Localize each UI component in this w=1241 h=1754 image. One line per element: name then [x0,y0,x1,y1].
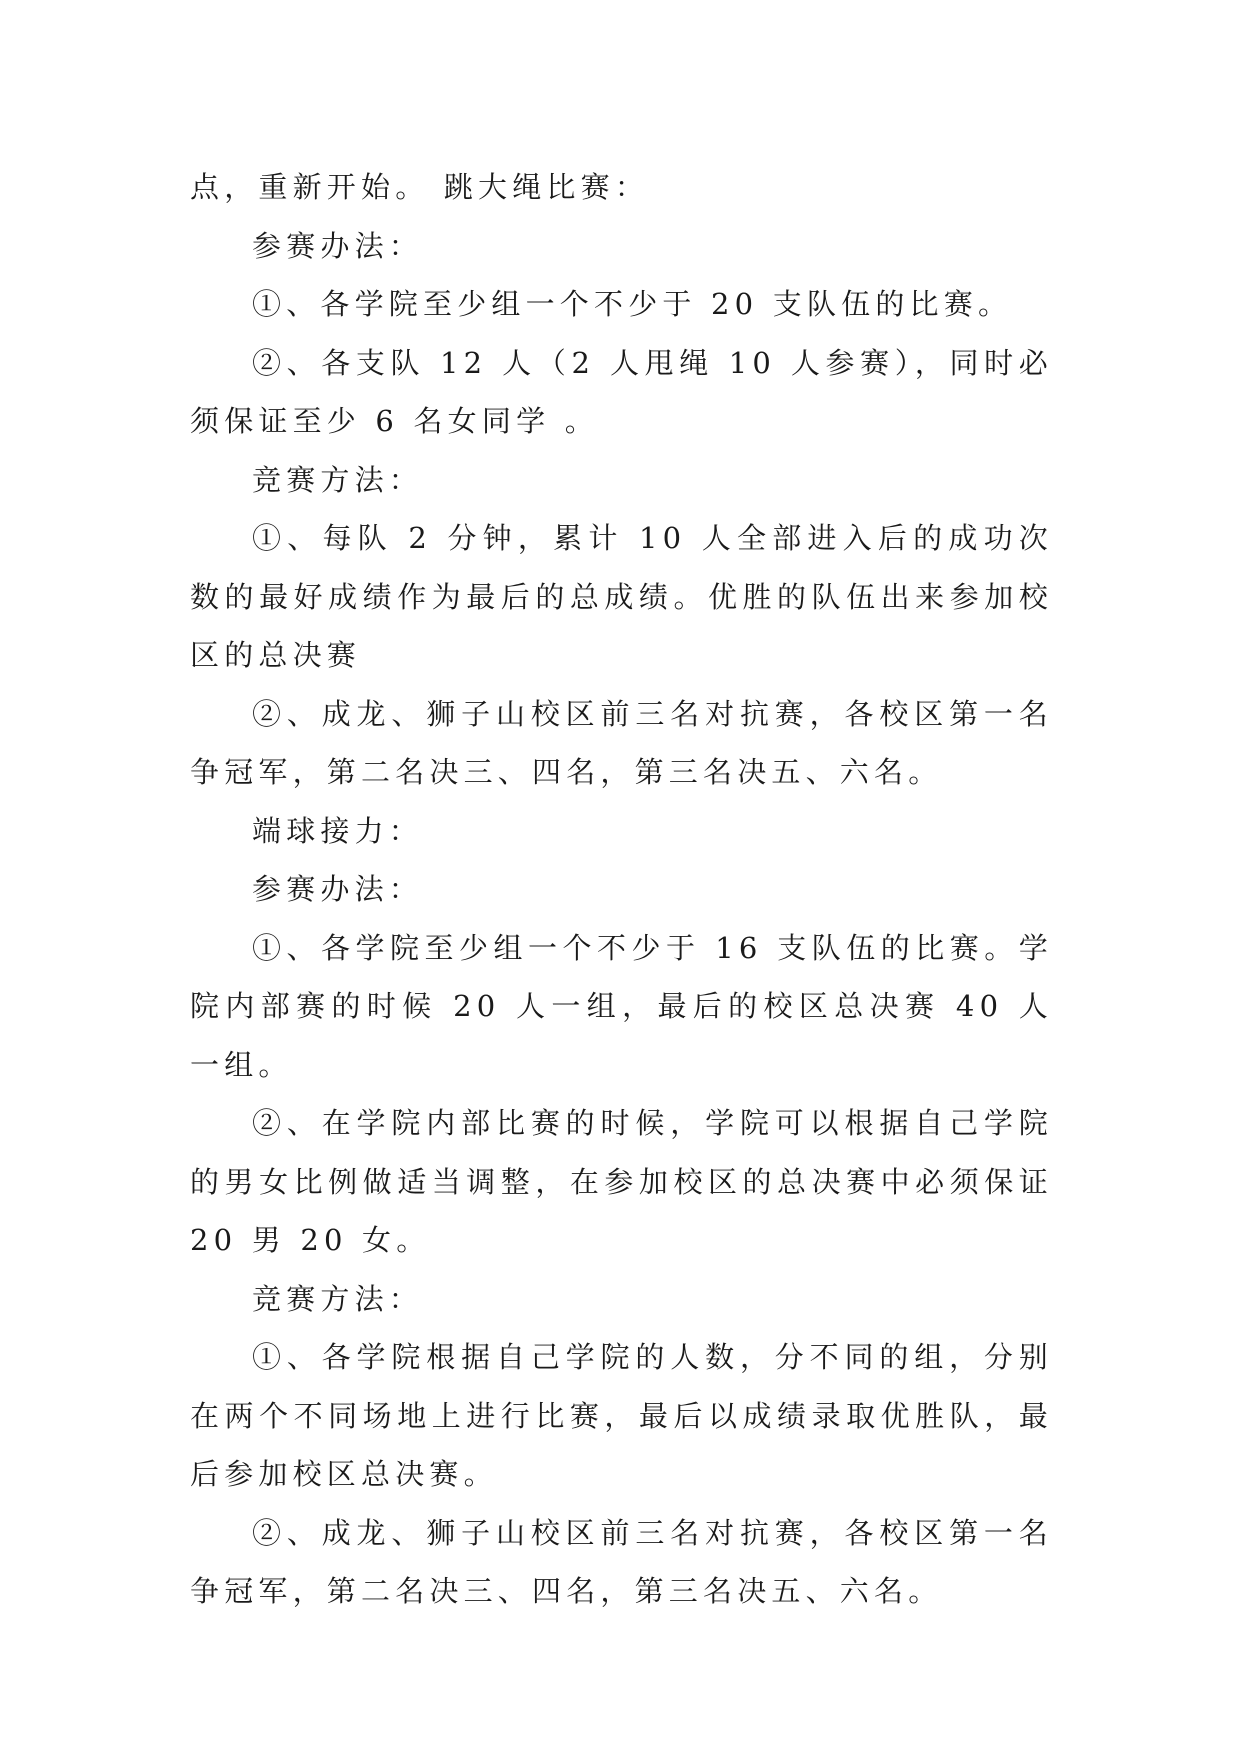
heading-ball-relay-competition-method: 竞赛方法： [252,1281,424,1316]
heading-jump-rope-entry-rules: 参赛办法： [252,228,424,263]
paragraph-jump-rope-rule-1: ①、各学院至少组一个不少于 20 支队伍的比赛。 [252,287,1013,321]
paragraph-intro: 点，重新开始。 跳大绳比赛： [190,170,650,204]
paragraph-jump-rope-rule-2: ②、各支队 12 人（2 人甩绳 10 人参赛），同时必须保证至少 6 名女同学 。 [190,345,1053,438]
heading-ball-relay: 端球接力： [252,813,424,848]
paragraph-ball-relay-method-2: ②、成龙、狮子山校区前三名对抗赛，各校区第一名争冠军，第二名决三、四名，第三名决五、六名。 [190,1515,1053,1608]
document-page [190,158,1053,1621]
paragraph-ball-relay-rule-1: ①、各学院至少组一个不少于 16 支队伍的比赛。学院内部赛的时候 20 人一组，最后的校区总决赛 40 人一组。 [190,930,1053,1082]
heading-jump-rope-competition-method: 竞赛方法： [252,462,424,497]
paragraph-jump-rope-method-1: ①、每队 2 分钟，累计 10 人全部进入后的成功次数的最好成绩作为最后的总成绩。优胜的队伍出来参加校区的总决赛 [190,521,1053,672]
paragraph-ball-relay-method-1: ①、各学院根据自己学院的人数，分不同的组，分别在两个不同场地上进行比赛，最后以成绩录取优胜队，最后参加校区总决赛。 [190,1340,1053,1491]
paragraph-jump-rope-method-2: ②、成龙、狮子山校区前三名对抗赛，各校区第一名争冠军，第二名决三、四名，第三名决五、六名。 [190,696,1053,789]
heading-ball-relay-entry-rules: 参赛办法： [252,872,424,906]
paragraph-ball-relay-rule-2: ②、在学院内部比赛的时候，学院可以根据自己学院的男女比例做适当调整，在参加校区的总决赛中必须保证 20 男 20 女。 [190,1106,1053,1257]
